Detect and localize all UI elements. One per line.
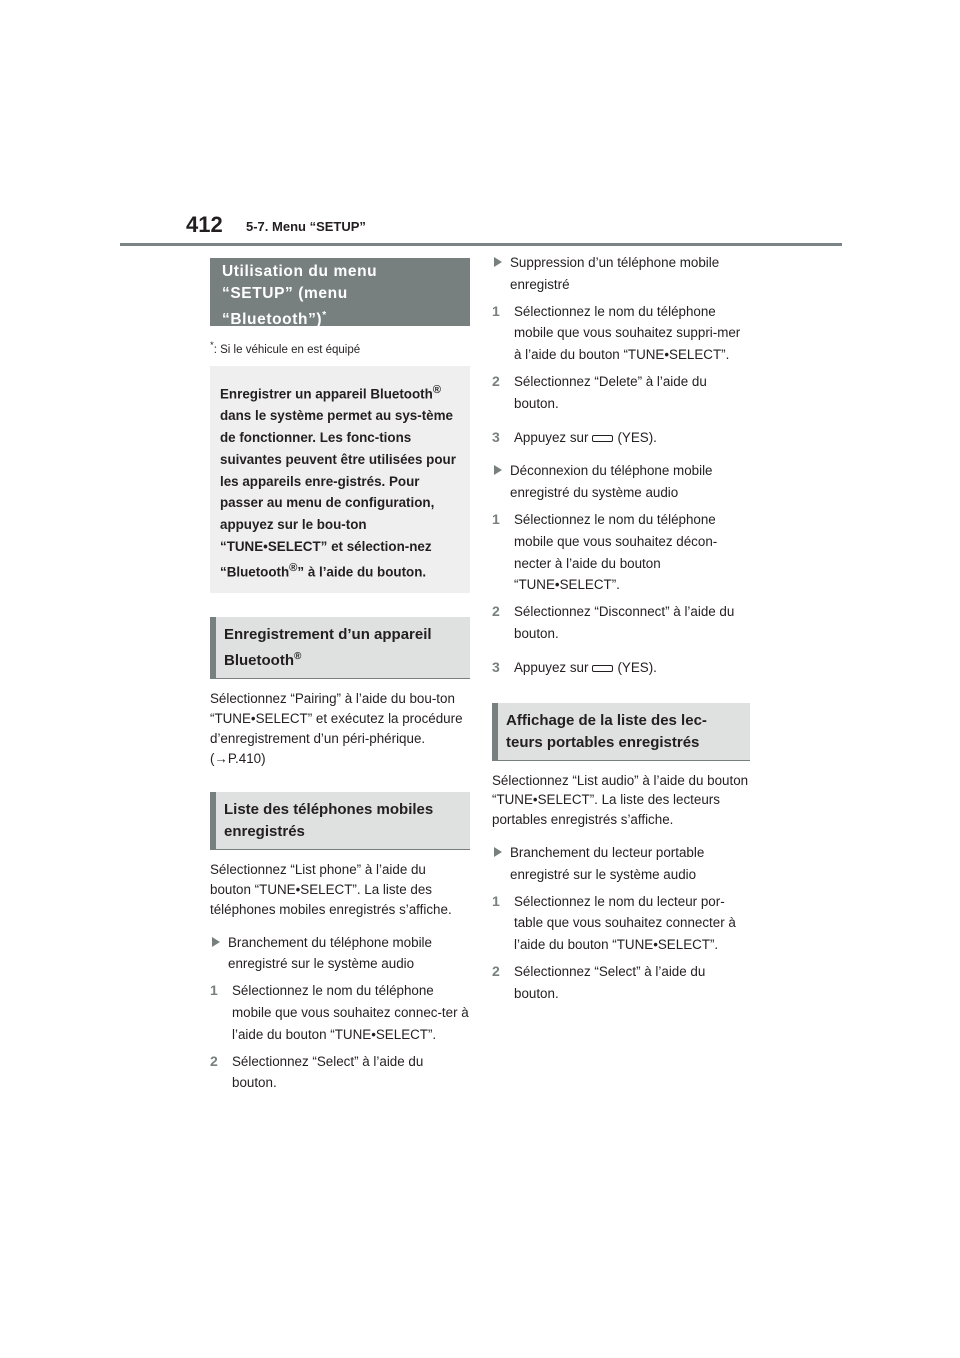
step-number: 2 [210,1052,218,1069]
audio-list-heading: Affichage de la liste des lec-teurs portables enregistrés [492,703,750,761]
registration-text: Sélectionnez “Pairing” à l’aide du bou-ton “TUNE•SELECT” et exécutez la procédure d’enregistrement d’un péri-phérique. (→P.410) [210,691,463,766]
step-number: 1 [492,302,500,319]
triangle-bullet-icon [494,257,502,267]
main-heading-line2: “SETUP” (menu [222,285,348,302]
footnote-marker: * [210,340,214,351]
step-number: 2 [492,372,500,389]
yes-button-icon [592,435,613,442]
step-item: 2 Sélectionnez “Disconnect” à l’aide du bouton. [492,603,735,641]
step-number: 1 [492,510,500,527]
step-item: 3 Appuyez sur (YES). [492,657,750,679]
step-item: 1 Sélectionnez le nom du téléphone mobile que vous souhaitez connec-ter à l’aide du bouton “TUNE•SELECT”. [210,982,469,1042]
bullet-item: Branchement du lecteur portable enregistré sur le système audio [492,842,750,886]
triangle-bullet-icon [494,465,502,475]
step-number: 1 [492,892,500,909]
phone-list-heading: Liste des téléphones mobiles enregistrés [210,792,470,850]
step-item: 2 Sélectionnez “Delete” à l’aide du bouton. [492,372,707,411]
bullet-item: Branchement du téléphone mobile enregistré sur le système audio [210,932,470,976]
step-item: 3 Appuyez sur (YES). [492,427,750,449]
step-number: 3 [492,428,500,445]
section-label: 5-7. Menu “SETUP” [246,219,366,234]
step-number: 1 [210,982,218,999]
step-item: 2 Sélectionnez “Select” à l’aide du bouton. [492,962,706,1001]
intro-part1: Enregistrer un appareil Bluetooth [220,386,433,402]
main-heading-line3: “Bluetooth”) [222,311,323,329]
registered-mark: ® [432,384,442,396]
registered-mark: ® [293,651,302,663]
asterisk: * [322,310,327,321]
right-column [492,255,750,1005]
page-number: 412 [186,212,223,237]
audio-list-text: Sélectionnez “List audio” à l’aide du bouton “TUNE•SELECT”. La liste des lecteurs portables enregistrés s’affiche. [492,772,749,828]
step-number: 2 [492,603,500,620]
step-item: 1 Sélectionnez le nom du lecteur por-table que vous souhaitez connecter à l’aide du bouton “TUNE•SELECT”. [492,892,736,953]
bullet-item: Suppression d’un téléphone mobile enregistré [492,252,750,296]
step-number: 3 [492,658,500,675]
bullet-item: Déconnexion du téléphone mobile enregistré du système audio [492,460,750,504]
triangle-bullet-icon [494,847,502,857]
footnote-text: : Si le véhicule en est équipé [213,343,361,356]
main-heading [210,258,470,329]
step-item: 2 Sélectionnez “Select” à l’aide du bouton. [210,1052,424,1091]
registration-heading: Enregistrement d’un appareil Bluetooth® [210,617,470,679]
step-item: 1 Sélectionnez le nom du téléphone mobile que vous souhaitez décon-necter à l’aide du bouton “TUNE•SELECT”. [492,510,718,593]
step-number: 2 [492,962,500,979]
main-heading-line1: Utilisation du menu [222,263,378,280]
intro-part3: ” à l’aide du bouton. [297,564,427,580]
footnote [210,340,470,356]
intro-part2: dans le système permet au sys-tème de fonctionner. Les fonc-tions suivantes peuvent être utilisées pour les appareils enre-gistrés. Pour passer au menu de configuration, appuyez sur le bou-ton “TUNE•SELECT” et sélection-nez “Bluetooth [220,408,456,580]
left-column [210,258,470,1094]
step-item: 1 Sélectionnez le nom du téléphone mobile que vous souhaitez suppri-mer à l’aide du bouton “TUNE•SELECT”. [492,302,741,363]
intro-box [210,366,470,593]
phone-list-text: Sélectionnez “List phone” à l’aide du bouton “TUNE•SELECT”. La liste des téléphones mobiles enregistrés s’affiche. [210,862,452,917]
registered-mark: ® [289,561,298,574]
triangle-bullet-icon [212,937,220,947]
header-rule [120,243,842,246]
yes-button-icon [592,665,613,672]
